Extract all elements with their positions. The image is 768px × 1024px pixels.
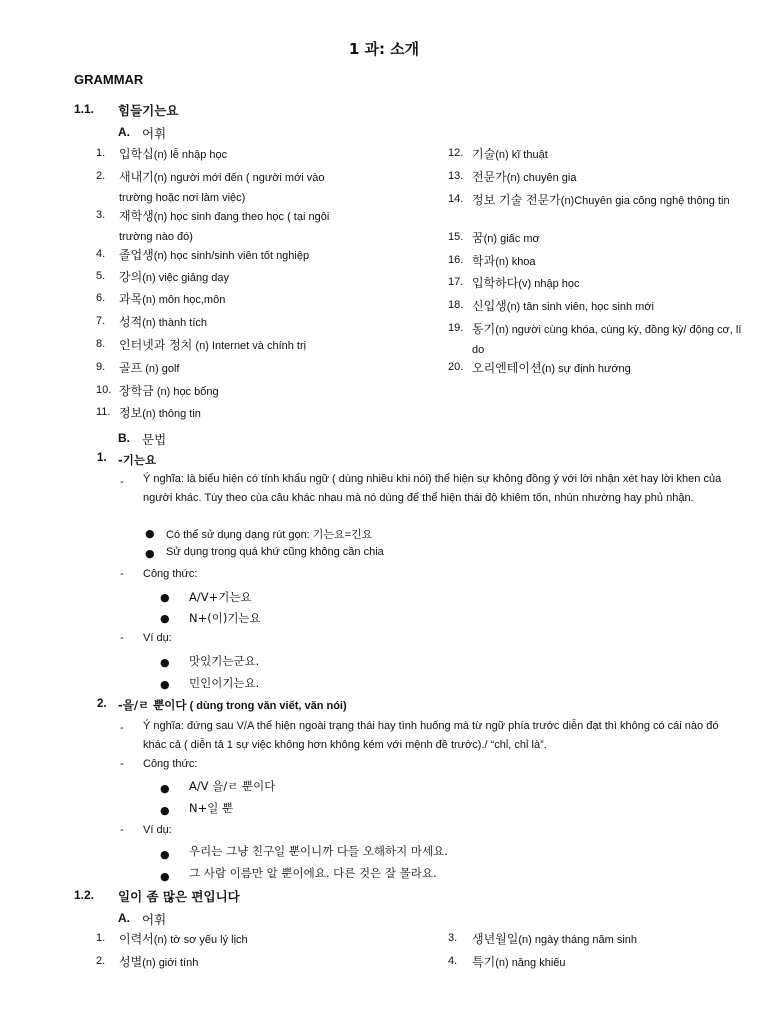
- vocab-korean: 성별: [119, 955, 143, 969]
- vocab-korean: 동기: [472, 322, 496, 336]
- vocab-entry: [119, 930, 356, 950]
- example-label: Ví dụ:: [143, 632, 172, 644]
- vocab-meaning: (n) sự định hướng: [541, 363, 631, 375]
- vocab-meaning: (n) người mới đến ( người mới vào trường hoặc nơi làm việc): [119, 172, 325, 204]
- vocab-meaning: (n) chuyên gia: [506, 172, 577, 184]
- vocab-meaning: (n) kĩ thuật: [495, 149, 548, 161]
- vocab-korean: 인터넷과 정치: [119, 338, 193, 352]
- bullet-dot: ●: [160, 591, 170, 604]
- vocab-meaning: (n) ngày tháng năm sinh: [518, 934, 638, 946]
- formula-item: A/V+기는요: [189, 590, 252, 604]
- vocab-entry: [472, 252, 748, 272]
- grammar-point-title-text: -을/ㄹ 뿐이다: [118, 698, 187, 712]
- grammar-point-title: [118, 697, 347, 713]
- vocab-entry: [119, 290, 356, 310]
- vocab-korean: 기술: [472, 147, 496, 161]
- vocab-entry: [472, 953, 748, 973]
- vocab-meaning: (n) khoa: [495, 256, 536, 268]
- vocab-number: 9.: [96, 361, 106, 373]
- vocab-meaning: (n) thông tin: [142, 408, 201, 420]
- vocab-number: 13.: [448, 170, 464, 182]
- vocab-label: A.: [118, 911, 130, 925]
- vocab-number: 20.: [448, 361, 464, 373]
- grammar-title: 문법: [142, 432, 167, 447]
- vocab-number: 7.: [96, 315, 106, 327]
- bullet-dot: ●: [160, 848, 170, 861]
- vocab-meaning: (n) học bổng: [153, 386, 219, 398]
- bullet-dot: ●: [145, 527, 155, 540]
- vocab-meaning: (n) môn học,môn: [142, 294, 226, 306]
- vocab-title: 어휘: [142, 126, 167, 141]
- vocab-korean: 학과: [472, 254, 496, 268]
- vocab-entry: [119, 313, 356, 333]
- vocab-korean: 입학십: [119, 147, 154, 161]
- vocab-number: 3.: [96, 209, 106, 221]
- vocab-korean: 특기: [472, 955, 496, 969]
- vocab-number: 12.: [448, 147, 464, 159]
- example-item: 우리는 그냥 친구일 뿐이니까 다들 오해하지 마세요.: [189, 844, 448, 858]
- dash-marker: -: [120, 824, 124, 836]
- vocab-korean: 꿈: [472, 231, 484, 245]
- vocab-korean: 이력서: [119, 932, 154, 946]
- meaning-text: Ý nghĩa: là biểu hiện có tính khẩu ngữ ( dùng nhiều khi nói) thể hiện sự không đồng ý với lời nhận xét hay lời khen của người khác. Tùy theo cùa câu khác nhau mà nó dùng để thể hiện thái độ khiêm tốn, nhún nhường hay phủ nhận.: [143, 473, 722, 504]
- vocab-entry: [119, 268, 356, 288]
- vocab-entry: [472, 297, 748, 317]
- formula-item: A/V 을/ㄹ 뿐이다: [189, 779, 276, 793]
- formula-item: N+(이)기는요: [189, 611, 261, 625]
- vocab-label: A.: [118, 125, 130, 139]
- vocab-number: 11.: [96, 406, 111, 418]
- example-item: 민인이기는요.: [189, 676, 260, 690]
- vocab-korean: 새내기: [119, 170, 154, 184]
- dash-marker: -: [120, 632, 124, 644]
- vocab-number: 18.: [448, 299, 464, 311]
- example-item: 맛있기는군요.: [189, 654, 260, 668]
- vocab-meaning: (n) tân sinh viên, học sinh mới: [506, 301, 655, 313]
- grammar-point-number: 2.: [97, 698, 107, 710]
- vocab-entry: [119, 404, 356, 424]
- bullet-dot: ●: [160, 656, 170, 669]
- vocab-korean: 오리엔테이션: [472, 361, 542, 375]
- grammar-point-note: ( dùng trong văn viết, văn nói): [186, 700, 347, 712]
- vocab-korean: 신입생: [472, 299, 507, 313]
- vocab-korean: 성적: [119, 315, 143, 329]
- grammar-label: B.: [118, 431, 130, 445]
- vocab-meaning: (n) người cùng khóa, cùng kỳ, đồng kỳ/ động cơ, lí do: [472, 324, 742, 356]
- vocab-number: 14.: [448, 193, 464, 205]
- example-label: Ví dụ:: [143, 824, 172, 836]
- vocab-meaning: (n) việc giảng dạy: [142, 272, 230, 284]
- vocab-entry: [472, 320, 748, 360]
- dash-marker: -: [120, 722, 124, 734]
- vocab-korean: 정보 기술 전문가: [472, 193, 561, 207]
- vocab-meaning: (n) giới tính: [142, 957, 199, 969]
- section-number: 1.1.: [74, 102, 95, 116]
- grammar-heading: GRAMMAR: [74, 72, 144, 87]
- dash-marker: -: [120, 476, 124, 488]
- vocab-meaning: (n) học sinh/sinh viên tốt nghiệp: [153, 250, 310, 262]
- vocab-number: 6.: [96, 292, 106, 304]
- vocab-meaning: (n) thành tích: [142, 317, 208, 329]
- vocab-entry: [119, 359, 356, 379]
- vocab-korean: 정보: [119, 406, 143, 420]
- meaning-bullet: Có thể sử dụng dạng rút gọn: 기는요=긴요: [166, 529, 373, 541]
- dash-marker: -: [120, 758, 124, 770]
- vocab-entry: [119, 168, 356, 208]
- vocab-korean: 졸업생: [119, 248, 154, 262]
- vocab-entry: [472, 274, 748, 294]
- vocab-korean: 입학하다: [472, 276, 519, 290]
- vocab-meaning: (n) giấc mơ: [483, 233, 540, 245]
- vocab-number: 10.: [96, 384, 112, 396]
- vocab-entry: [472, 191, 748, 211]
- vocab-entry: [119, 382, 356, 402]
- vocab-number: 16.: [448, 254, 464, 266]
- vocab-meaning: (n) năng khiếu: [495, 957, 566, 969]
- vocab-number: 1.: [96, 147, 106, 159]
- formula-item: N+일 뿐: [189, 801, 234, 815]
- vocab-entry: [119, 336, 356, 356]
- vocab-number: 2.: [96, 170, 106, 182]
- vocab-meaning: (n)Chuyên gia công nghệ thông tin: [560, 195, 730, 207]
- bullet-dot: ●: [145, 547, 155, 560]
- vocab-number: 8.: [96, 338, 106, 350]
- vocab-meaning: (n) Internet và chính trị: [192, 340, 307, 352]
- vocab-number: 4.: [96, 248, 106, 260]
- vocab-korean: 강의: [119, 270, 143, 284]
- formula-label: Công thức:: [143, 758, 198, 770]
- vocab-meaning: (n) lễ nhập học: [153, 149, 228, 161]
- vocab-entry: [119, 145, 356, 165]
- formula-label: Công thức:: [143, 568, 198, 580]
- bullet-dot: ●: [160, 804, 170, 817]
- vocab-meaning: (n) học sinh đang theo học ( tại ngôi trường nào đó): [119, 211, 330, 243]
- meaning-bullet: Sử dụng trong quá khứ cũng không cần chia: [166, 546, 384, 558]
- vocab-entry: [119, 246, 356, 266]
- vocab-entry: [472, 229, 748, 249]
- vocab-number: 17.: [448, 276, 464, 288]
- vocab-number: 3.: [448, 932, 458, 944]
- section-number: 1.2.: [74, 888, 95, 902]
- vocab-number: 1.: [96, 932, 106, 944]
- vocab-number: 19.: [448, 322, 464, 334]
- vocab-number: 2.: [96, 955, 106, 967]
- section-title: 일이 좀 많은 편입니다: [118, 889, 240, 904]
- vocab-number: 15.: [448, 231, 464, 243]
- vocab-korean: 과목: [119, 292, 143, 306]
- example-item: 그 사람 이름만 알 뿐이에요. 다른 것은 잘 몰라요.: [189, 866, 437, 880]
- vocab-korean: 생년월일: [472, 932, 519, 946]
- vocab-number: 4.: [448, 955, 458, 967]
- vocab-number: 5.: [96, 270, 106, 282]
- section-title: 힘들기는요: [118, 103, 179, 118]
- vocab-entry: [472, 930, 748, 950]
- bullet-dot: ●: [160, 678, 170, 691]
- vocab-korean: 전문가: [472, 170, 507, 184]
- grammar-point-title: -기는요: [118, 453, 157, 467]
- vocab-entry: [119, 953, 356, 973]
- vocab-korean: 장학금: [119, 384, 154, 398]
- vocab-meaning: (n) golf: [142, 363, 180, 375]
- dash-marker: -: [120, 568, 124, 580]
- vocab-entry: [119, 207, 356, 247]
- bullet-dot: ●: [160, 612, 170, 625]
- vocab-entry: [472, 359, 748, 379]
- bullet-dot: ●: [160, 870, 170, 883]
- vocab-meaning: (n) tờ sơ yếu lý lịch: [153, 934, 248, 946]
- vocab-korean: 골프: [119, 361, 143, 375]
- vocab-entry: [472, 145, 748, 165]
- vocab-entry: [472, 168, 748, 188]
- bullet-dot: ●: [160, 782, 170, 795]
- meaning-text: Ý nghĩa: đứng sau V/A thể hiện ngoài trạng thái hay tình huống mà từ ngữ phía trước diễn đạt thì không có cái nào đó khác cả ( diễn tả 1 sự việc không hơn không kém với mệnh đề trước)./ “chỉ, chỉ là”.: [143, 720, 719, 751]
- page-title: 1 과: 소개: [348, 40, 420, 58]
- vocab-title: 어휘: [142, 912, 167, 927]
- vocab-korean: 재학생: [119, 209, 154, 223]
- grammar-point-number: 1.: [97, 452, 107, 464]
- vocab-meaning: (v) nhập học: [518, 278, 580, 290]
